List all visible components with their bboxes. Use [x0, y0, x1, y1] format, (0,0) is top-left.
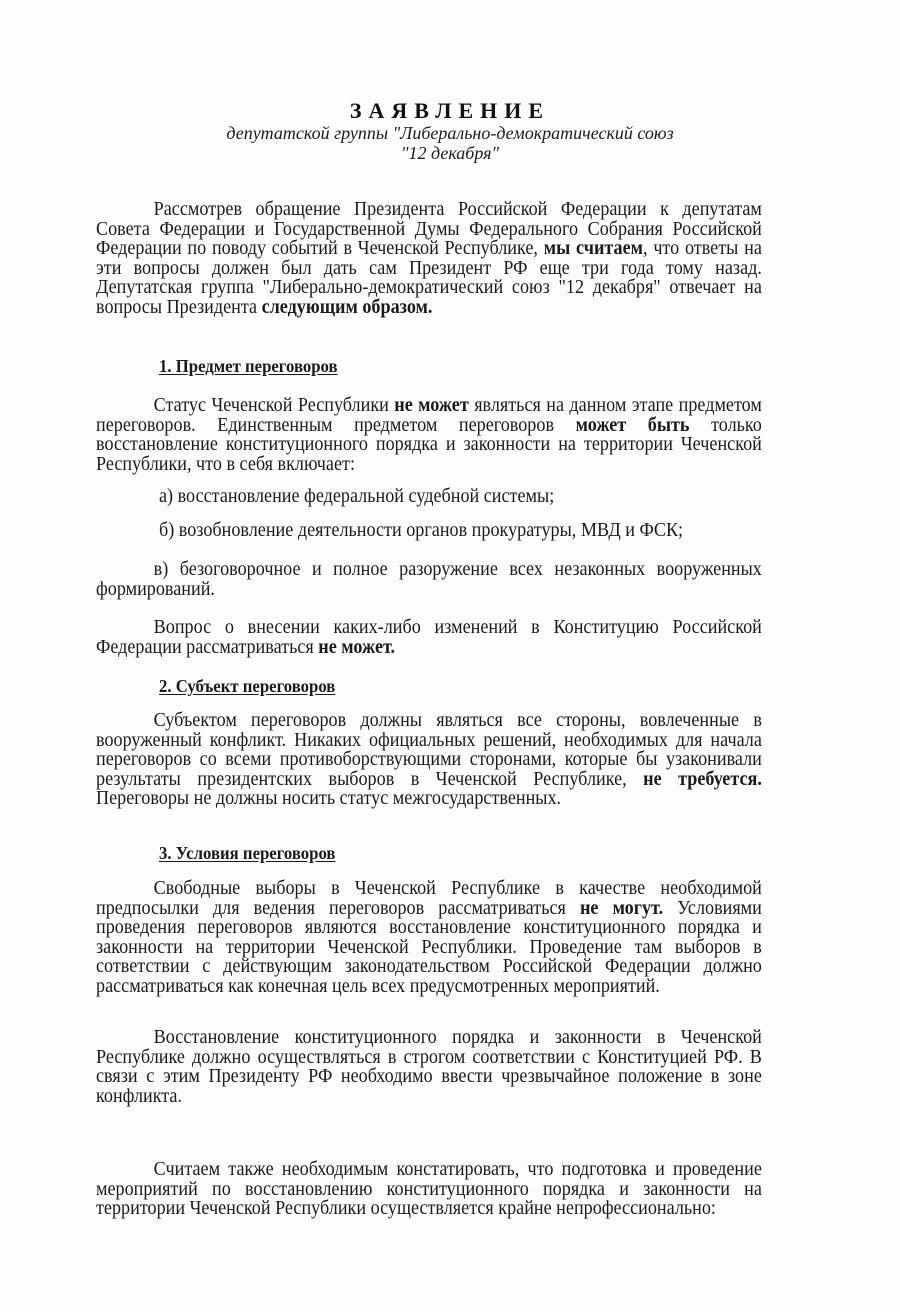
section2-bold-a: не требуется. [643, 768, 762, 790]
list-item-c-text: в) безоговорочное и полное разоружение всех незаконных вооруженных формирований. [96, 559, 762, 600]
document-title: ЗАЯВЛЕНИЕ [349, 98, 551, 123]
intro-bold-1: мы считаем [543, 238, 643, 260]
section3-paragraph [96, 879, 762, 997]
section3-heading: 3. Условия переговоров [159, 843, 336, 863]
section2-text-b: Переговоры не должны носить статус межгосударственных. [96, 788, 562, 810]
section2-text-a: Субъектом переговоров должны являться все стороны, вовлеченные в вооруженный конфликт. Никаких официальных решений, необходимых для начала переговоров со всеми противоборствующими сторонами, которые бы узаконивали результаты президентских выборов в Чеченской Республике, [96, 710, 762, 790]
document-subtitle-line1: депутатской группы "Либерально-демократический союз [226, 123, 674, 143]
list-item-c [96, 560, 762, 599]
intro-text-2: , что ответы на эти вопросы должен был дать сам Президент РФ еще три года тому назад. Депутатская группа "Либерально-демократический союз "12 декабря" отвечает на вопросы Президента [96, 238, 762, 318]
constitution-paragraph [96, 618, 762, 657]
section2-paragraph [96, 711, 762, 809]
section1-bold-a: не может [394, 395, 469, 416]
section1-text-a: Статус Чеченской Республики [153, 395, 389, 416]
section3-text-b: Условиями проведения переговоров являются восстановление конституционного порядка и законности на территории Чеченской Республики. Проведение там выборов в сответствии с действующим законодательством Российской Федерации должно рассматриваться как конечная цель всех предусмотренных мероприятий. [96, 897, 762, 997]
restoration-paragraph [96, 1028, 762, 1106]
constitution-text: Вопрос о внесении каких-либо изменений в Конституцию Российской Федерации рассматриваться [96, 617, 762, 658]
section3-text-a: Свободные выборы в Чеченской Республике в качестве необходимой предпосылки для ведения переговоров рассматриваться [96, 878, 762, 919]
intro-paragraph [96, 200, 762, 318]
intro-text-1: Рассмотрев обращение Президента Российской Федерации к депутатам Совета Федерации и Государственной Думы Федерального Собрания Российской Федерации по поводу событий в Чеченской Республике, [96, 199, 762, 260]
section1-paragraph [96, 396, 762, 474]
section1-text-c: только восстановление конституционного порядка и законности на территории Чеченской Республики, что в себя включает: [96, 414, 762, 475]
document-subtitle-line2: "12 декабря" [400, 143, 500, 163]
closing-paragraph [96, 1160, 762, 1219]
section1-heading: 1. Предмет переговоров [159, 356, 338, 376]
intro-bold-2: следующим образом. [261, 296, 433, 318]
section2-heading: 2. Субъект переговоров [159, 676, 336, 696]
list-item-b: б) возобновление деятельности органов прокуратуры, МВД и ФСК; [159, 520, 684, 541]
section1-bold-b: может быть [575, 414, 690, 436]
section1-text-b: являться на данном этапе предметом переговоров. Единственным предметом переговоров [96, 395, 762, 436]
restoration-text: Восстановление конституционного порядка и законности в Чеченской Республике должно осуществляться в строгом соответствии с Конституцией РФ. В связи с этим Президенту РФ необходимо ввести чрезвычайное положение в зоне конфликта. [96, 1027, 762, 1107]
closing-text: Считаем также необходимым констатировать, что подготовка и проведение мероприятий по восстановлению конституционного порядка и законности на территории Чеченской Республики осуществляется крайне непрофессионально: [96, 1159, 762, 1220]
section3-bold-a: не могут. [579, 897, 664, 919]
list-item-a: а) восстановление федеральной судебной системы; [159, 486, 555, 507]
constitution-bold: не может. [318, 636, 396, 658]
